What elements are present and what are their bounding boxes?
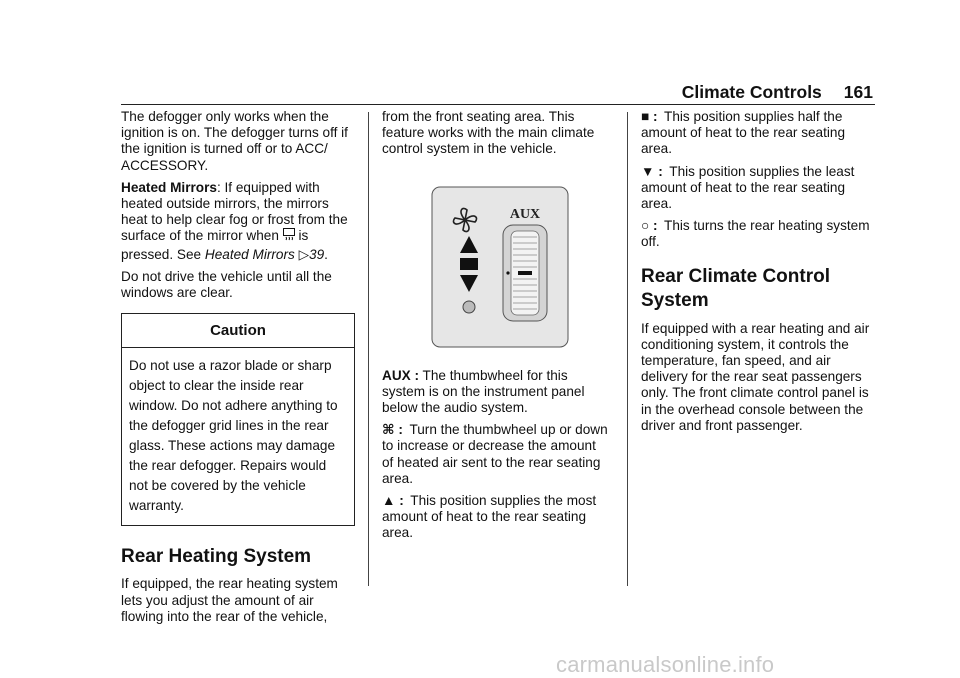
rear-climate-heading: Rear Climate Control System xyxy=(641,265,830,311)
caution-body: Do not use a razor blade or sharp object to clear the inside rear window. Do not adhere anything to the defogger grid lines in the rear glass. These actions may damage the rear defogger. Repairs would not be covered by the vehicle warranty. xyxy=(129,358,338,514)
column-3 xyxy=(641,109,877,440)
heated-mirrors-paragraph: Heated Mirrors: If equipped with heated outside mirrors, the mirrors heat to help clear fog or frost from the surface of the mirror when is pressed. See Heated Mirrors ▷39. xyxy=(121,179,348,262)
column-1 xyxy=(121,109,357,631)
off-circle-symbol-icon: ○ : xyxy=(641,218,658,234)
header-rule xyxy=(121,104,875,105)
caution-box xyxy=(121,313,355,526)
heated-mirror-icon xyxy=(283,228,295,246)
aux-control-figure xyxy=(431,186,569,348)
off-paragraph: ○ : This turns the rear heating system off. xyxy=(641,218,870,250)
up-triangle-icon: ▲ : xyxy=(382,493,404,509)
down-triangle-icon: ▼ : xyxy=(641,163,663,179)
half-square-symbol-icon: ■ : xyxy=(641,109,658,124)
fan-paragraph: ⌘ : Turn the thumbwheel up or down to increase or decrease the amount of heated air sent to the rear seating area. xyxy=(382,422,608,486)
page-header xyxy=(600,82,873,104)
up-paragraph: ▲ : This position supplies the most amount of heat to the rear seating area. xyxy=(382,493,597,541)
column-divider-2 xyxy=(627,112,628,586)
position-dot-icon xyxy=(506,271,509,274)
heated-mirrors-label: Heated Mirrors xyxy=(121,179,217,195)
half-paragraph: ■ : This position supplies half the amount of heat to the rear seating area. xyxy=(641,109,846,157)
fan-symbol-icon: ⌘ : xyxy=(382,422,403,438)
rear-heating-paragraph: If equipped, the rear heating system lets you adjust the amount of air flowing into the rear of the vehicle, xyxy=(121,576,338,624)
watermark: carmanualsonline.info xyxy=(556,652,775,677)
heated-mirrors-page[interactable]: 39 xyxy=(309,246,325,262)
defogger-paragraph: The defogger only works when the ignition is on. The defogger turns off if the ignition is turned off or to ACC/ ACCESSORY. xyxy=(121,109,348,173)
half-square-icon xyxy=(460,258,478,270)
page-number: 161 xyxy=(843,82,873,102)
column-2 xyxy=(382,109,610,548)
section-title: Climate Controls xyxy=(681,82,822,102)
aux-paragraph: AUX : The thumbwheel for this system is on the instrument panel below the audio system. xyxy=(382,367,585,416)
down-paragraph: ▼ : This position supplies the least amount of heat to the rear seating area. xyxy=(641,163,855,212)
heated-mirrors-link[interactable]: Heated Mirrors xyxy=(204,246,295,262)
page-ref-arrow-icon: ▷ xyxy=(298,246,310,262)
column-divider-1 xyxy=(368,112,369,586)
aux-label: AUX : xyxy=(382,367,420,383)
rear-heating-heading: Rear Heating System xyxy=(121,546,312,568)
caution-title: Caution xyxy=(122,314,354,348)
off-circle-icon xyxy=(463,301,475,313)
aux-figure-label: AUX xyxy=(509,206,541,222)
thumbwheel-indicator xyxy=(518,271,532,275)
front-seating-paragraph: from the front seating area. This feature works with the main climate control system in the vehicle. xyxy=(382,109,595,157)
drive-warning-paragraph: Do not drive the vehicle until all the windows are clear. xyxy=(121,268,332,301)
rear-climate-paragraph: If equipped with a rear heating and air conditioning system, it controls the temperature, fan speed, and air delivery for the rear seat passengers only. The front climate control panel is in the overhead console between the driver and front passenger. xyxy=(641,320,870,433)
